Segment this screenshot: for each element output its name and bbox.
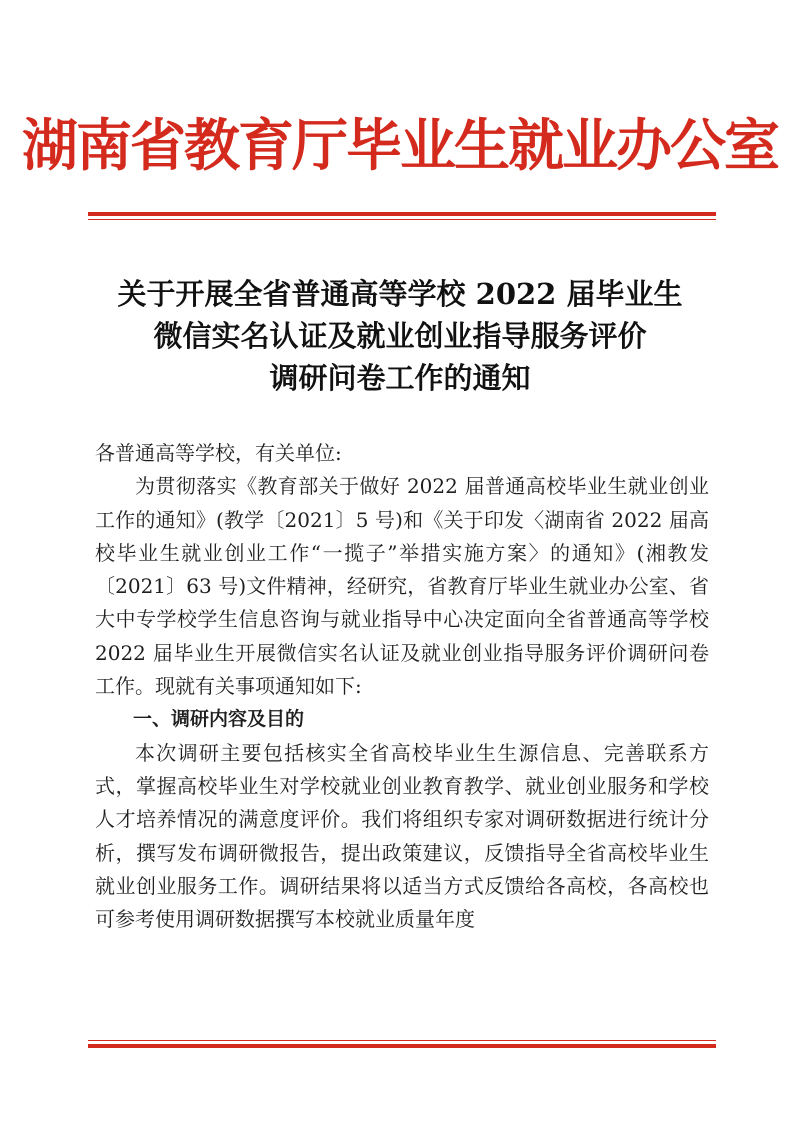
notice-title-line: 微信实名认证及就业创业指导服务评价 (153, 319, 647, 353)
footer-rule-thick (88, 1044, 716, 1048)
intro-paragraph: 为贯彻落实《教育部关于做好 2022 届普通高校毕业生就业创业工作的通知》(教学〔2021〕5 号)和《关于印发〈湖南省 2022 届高校毕业生就业创业工作“一揽子”举措实施方案〉的通知》(湘教发〔2021〕63 号)文件精神，经研究，省教育厅毕业生就业办公室、省大中专学校学生信息咨询与就业指导中心决定面向全省普通高等学校 2022 届毕业生开展微信实名认证及就业创业指导服务评价调研问卷工作。现就有关事项通知如下: (95, 474, 709, 699)
section-paragraph: 本次调研主要包括核实全省高校毕业生生源信息、完善联系方式，掌握高校毕业生对学校就业创业教育教学、就业创业服务和学校人才培养情况的满意度评价。我们将组织专家对调研数据进行统计分析，撰写发布调研微报告，提出政策建议，反馈指导全省高校毕业生就业创业服务工作。调研结果将以适当方式反馈给各高校，各高校也可参考使用调研数据撰写本校就业质量年度 (95, 740, 709, 932)
office-letterhead-title: 湖南省教育厅毕业生就业办公室 (22, 113, 778, 179)
letterhead-rule-thick (88, 212, 716, 216)
letterhead-rule-thin (88, 219, 716, 220)
notice-title (0, 273, 800, 399)
notice-title-line: 关于开展全省普通高等学校 2022 届毕业生 (117, 277, 683, 311)
section-heading: 一、调研内容及目的 (133, 708, 305, 731)
footer-rule-thin (88, 1040, 716, 1041)
salutation: 各普通高等学校，有关单位: (95, 441, 342, 465)
notice-title-line: 调研问卷工作的通知 (269, 361, 531, 395)
document-body (95, 437, 709, 936)
